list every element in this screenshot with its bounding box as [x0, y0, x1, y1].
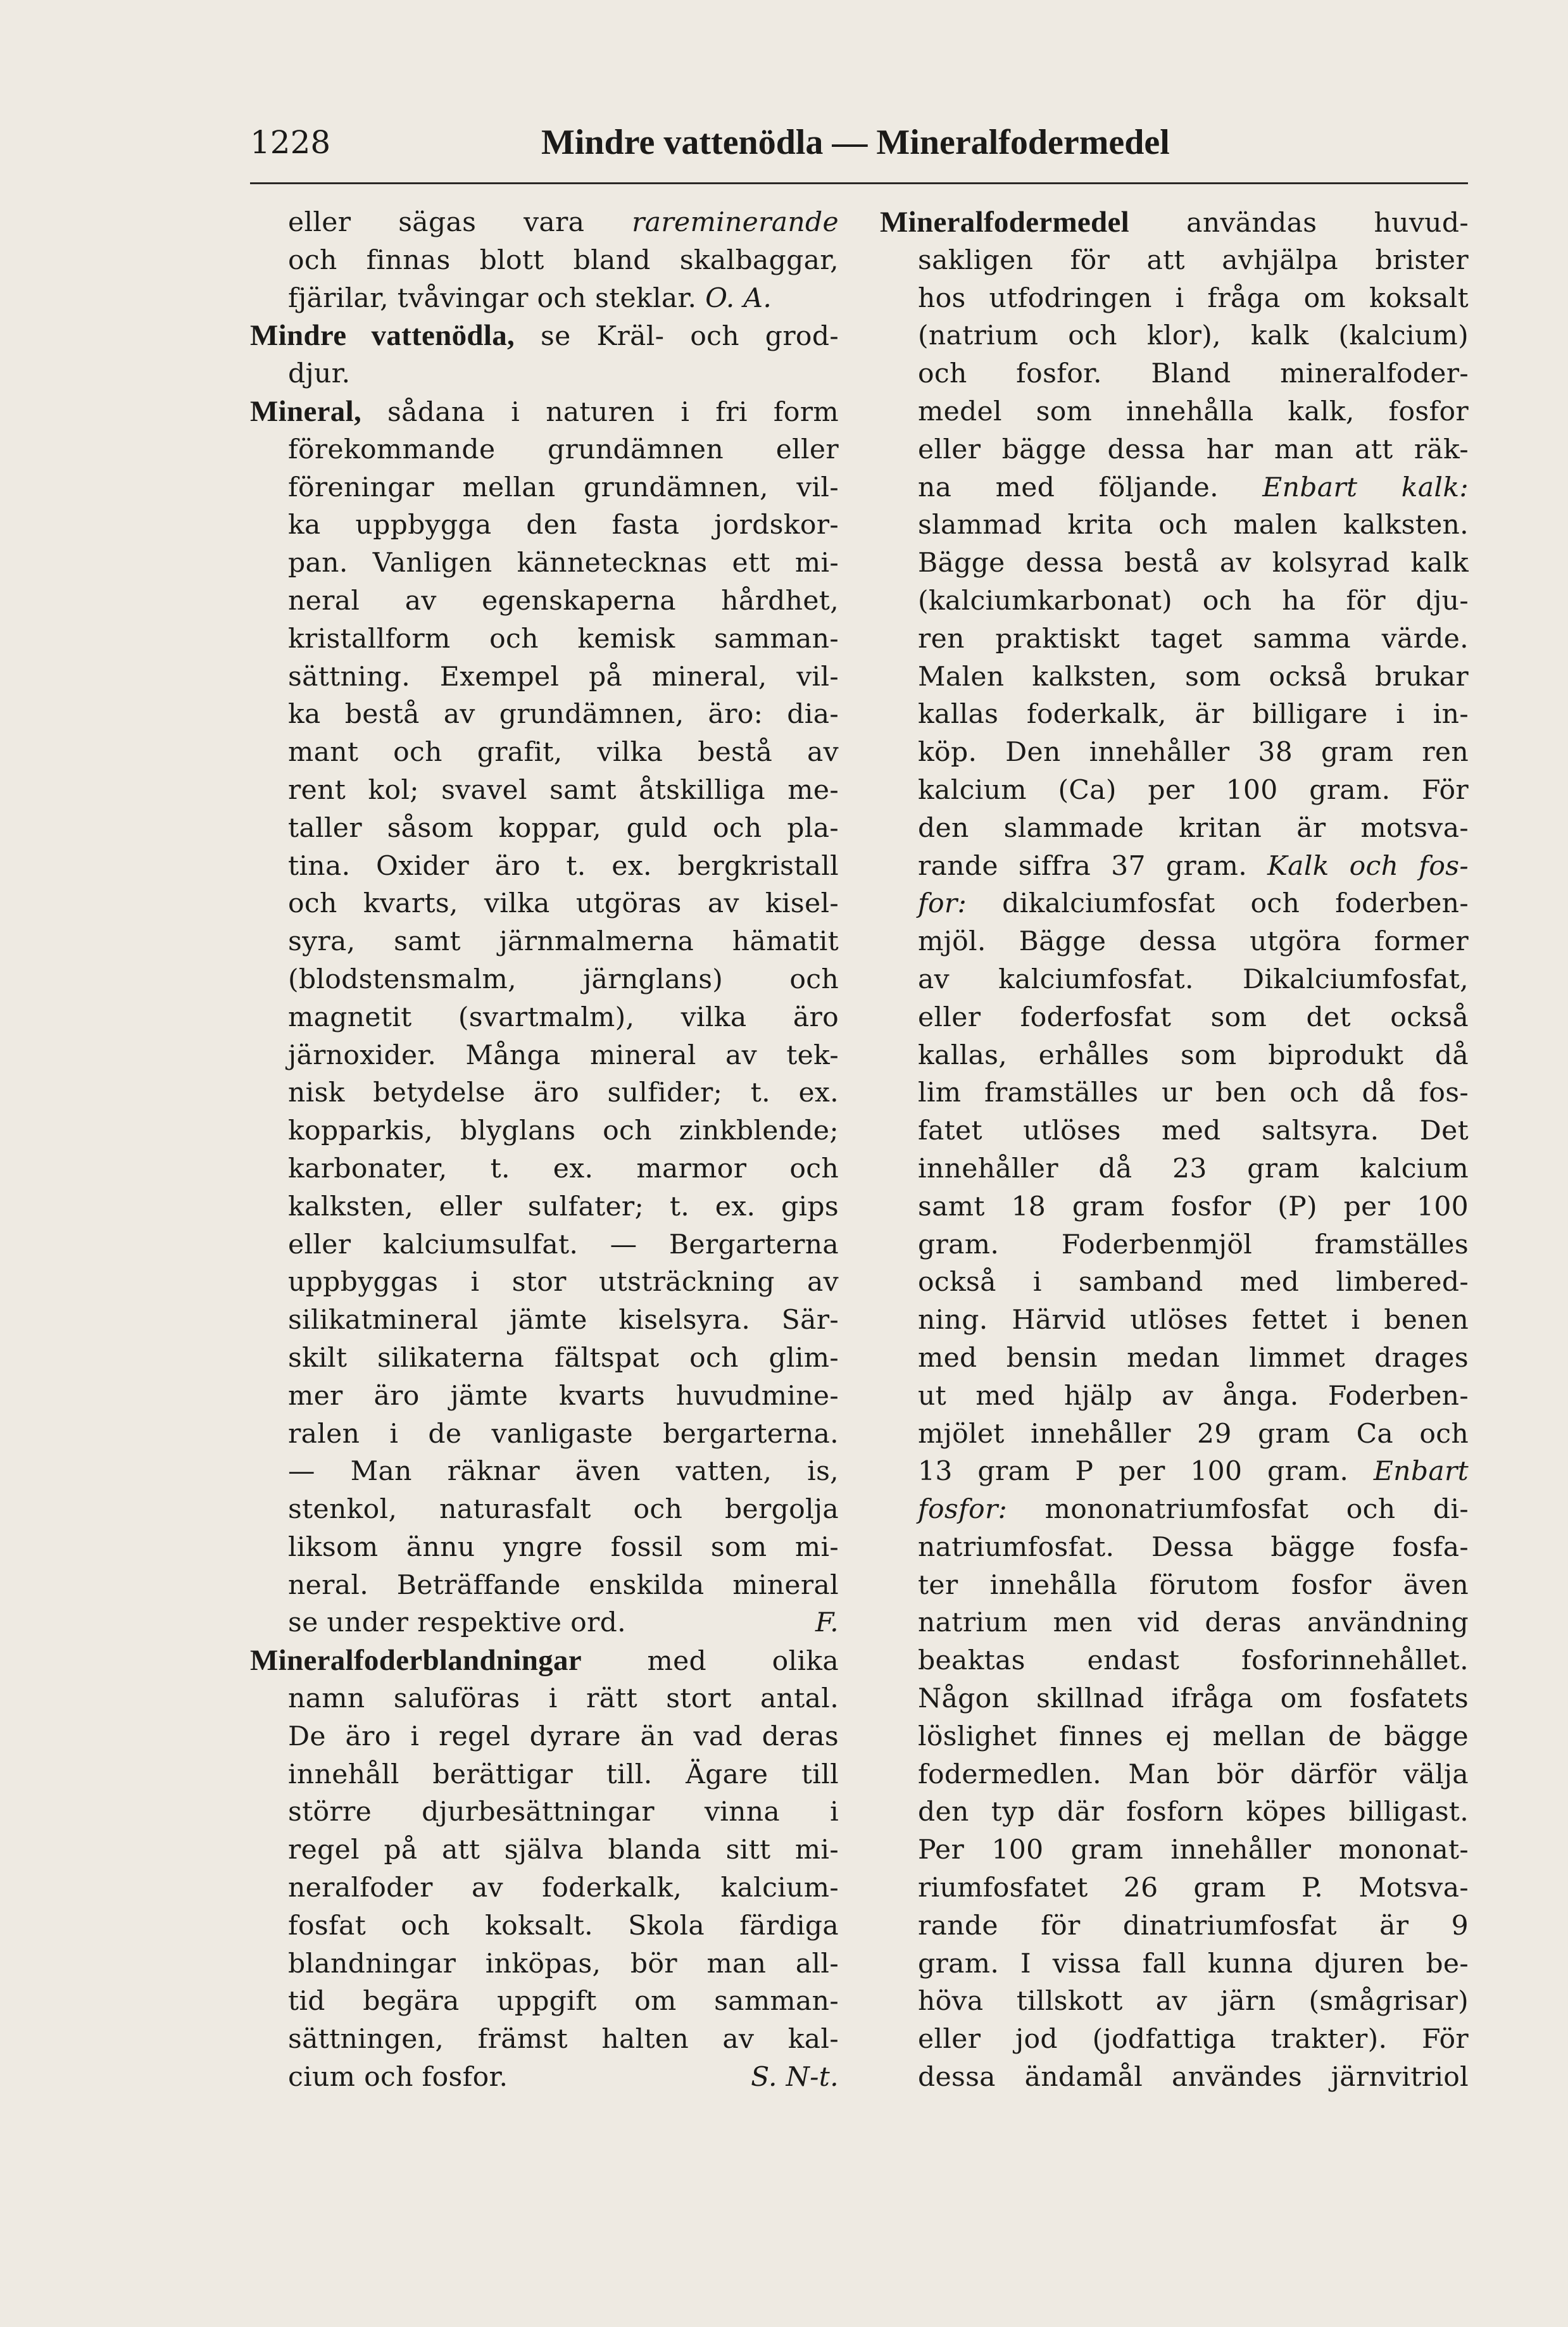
- line-text: beaktas endast fosforinnehållet.: [918, 1645, 1469, 1677]
- text-line: [880, 1339, 1469, 1377]
- text-line: [250, 1112, 839, 1150]
- line-text: (blodstensmalm, järnglans) och: [288, 963, 839, 995]
- line-text: skilt silikaterna fältspat och glim-: [288, 1342, 839, 1374]
- line-text: större djurbesättningar vinna i: [288, 1797, 839, 1828]
- line-text: Malen kalksten, som också brukar: [918, 661, 1469, 693]
- line-text: kopparkis, blyglans och zinkblende;: [288, 1115, 839, 1147]
- italic-text: fosfor:: [918, 1494, 1008, 1526]
- text-line: [250, 1529, 839, 1567]
- text-line: [250, 544, 839, 582]
- text-line: [880, 1869, 1469, 1907]
- text-line: [250, 885, 839, 923]
- line-text: gram. Foderbenmjöl framställes: [918, 1229, 1469, 1260]
- line-text: eller jod (jodfattiga trakter). För: [918, 2024, 1469, 2055]
- line-text: eller foderfosfat som det också: [918, 1001, 1469, 1033]
- text-line: [880, 242, 1469, 280]
- italic-text: Enbart: [1373, 1456, 1469, 1488]
- text-line: [250, 1301, 839, 1339]
- text-line: [880, 696, 1469, 734]
- text-line: [880, 1037, 1469, 1075]
- text-line: [880, 506, 1469, 544]
- running-title: Mindre vattenödla — Mineralfodermedel: [541, 123, 1170, 162]
- text-line: [880, 204, 1469, 242]
- line-text: användas huvud-: [1129, 208, 1469, 239]
- text-line: [880, 1604, 1469, 1642]
- line-text: kalksten, eller sulfater; t. ex. gips: [288, 1191, 839, 1222]
- entry-headword: Mineral,: [250, 394, 361, 428]
- line-text: magnetit (svartmalm), vilka äro: [288, 1001, 839, 1033]
- text-line: [880, 582, 1469, 620]
- line-text: eller sägas vara: [288, 207, 632, 238]
- line-text: na med följande.: [918, 472, 1263, 503]
- text-line: [250, 772, 839, 810]
- text-line: [880, 2059, 1469, 2097]
- line-text: sättningen, främst halten av kal-: [288, 2024, 839, 2055]
- text-line: [250, 1718, 839, 1756]
- line-text: stenkol, naturasfalt och bergolja: [288, 1494, 839, 1526]
- text-line: [250, 696, 839, 734]
- line-text: rent kol; svavel samt åtskilliga me-: [288, 774, 839, 806]
- text-line: [250, 431, 839, 469]
- text-line: [880, 544, 1469, 582]
- text-line: [880, 1264, 1469, 1301]
- italic-text: Kalk och fos-: [1267, 850, 1469, 882]
- line-text: den slammade kritan är motsva-: [918, 812, 1469, 844]
- text-line: [250, 506, 839, 544]
- text-line: [880, 280, 1469, 318]
- text-line: [880, 1680, 1469, 1718]
- author-signature: S. N-t.: [751, 2062, 839, 2093]
- text-line: [250, 1680, 839, 1718]
- header-rule: [250, 182, 1468, 184]
- text-line: [250, 923, 839, 961]
- line-text: eller kalciumsulfat. — Bergarterna: [288, 1229, 839, 1260]
- text-line: [880, 848, 1469, 886]
- text-line: [250, 1188, 839, 1226]
- text-line: [880, 431, 1469, 469]
- line-text: Någon skillnad ifråga om fosfatets: [918, 1683, 1469, 1715]
- line-text: av kalciumfosfat. Dikalciumfosfat,: [918, 963, 1469, 995]
- text-line: [250, 1756, 839, 1794]
- line-text: cium och fosfor.: [288, 2062, 508, 2093]
- line-text: höva tillskott av järn (smågrisar): [918, 1986, 1469, 2017]
- line-text: (natrium och klor), kalk (kalcium): [918, 320, 1469, 352]
- author-signature: F.: [815, 1607, 839, 1639]
- line-text: innehåller då 23 gram kalcium: [918, 1153, 1469, 1184]
- text-line: [250, 999, 839, 1037]
- text-line: [250, 582, 839, 620]
- line-text: — Man räknar även vatten, is,: [288, 1456, 839, 1488]
- line-text: De äro i regel dyrare än vad deras: [288, 1721, 839, 1752]
- line-text: fjärilar, tvåvingar och steklar.: [288, 282, 706, 314]
- line-text: mjöl. Bägge dessa utgöra former: [918, 926, 1469, 958]
- text-line: [250, 1226, 839, 1264]
- text-line: [880, 1793, 1469, 1831]
- line-text: karbonater, t. ex. marmor och: [288, 1153, 839, 1184]
- italic-text: for:: [918, 888, 967, 920]
- text-line: [250, 204, 839, 242]
- line-text: förekommande grundämnen eller: [288, 434, 839, 465]
- text-line: [880, 999, 1469, 1037]
- line-text: dikalciumfosfat och foderben-: [967, 888, 1469, 920]
- text-line: [880, 2021, 1469, 2059]
- line-text: syra, samt järnmalmerna hämatit: [288, 926, 839, 958]
- line-text: ter innehålla förutom fosfor även: [918, 1569, 1469, 1601]
- text-line: [250, 1831, 839, 1869]
- text-line: [880, 1831, 1469, 1869]
- text-line: [880, 1945, 1469, 1983]
- text-line: [250, 1150, 839, 1188]
- text-line: [250, 280, 839, 318]
- line-text: köp. Den innehåller 38 gram ren: [918, 737, 1469, 768]
- line-text: dessa ändamål användes järnvitriol: [918, 2062, 1469, 2093]
- line-text: se under respektive ord.: [288, 1607, 626, 1639]
- text-line: [250, 658, 839, 696]
- line-text: löslighet finnes ej mellan de bägge: [918, 1721, 1469, 1752]
- line-text: rande för dinatriumfosfat är 9: [918, 1910, 1469, 1941]
- text-line: [880, 1529, 1469, 1567]
- text-line: [880, 355, 1469, 393]
- text-line: [880, 1983, 1469, 2021]
- line-text: den typ där fosforn köpes billigast.: [918, 1797, 1469, 1828]
- line-text: se Kräl- och grod-: [515, 321, 839, 353]
- line-text: uppbyggas i stor utsträckning av: [288, 1267, 839, 1298]
- line-text: fatet utlöses med saltsyra. Det: [918, 1115, 1469, 1147]
- line-text: Per 100 gram innehåller mononat-: [918, 1835, 1469, 1866]
- line-text: lim framställes ur ben och då fos-: [918, 1077, 1469, 1109]
- line-text: kallas, erhålles som biprodukt då: [918, 1039, 1469, 1071]
- line-text: regel på att själva blanda sitt mi-: [288, 1835, 839, 1866]
- text-line: [880, 469, 1469, 507]
- text-line: [880, 923, 1469, 961]
- text-line: [250, 1264, 839, 1301]
- text-line: [880, 810, 1469, 848]
- line-text: (kalciumkarbonat) och ha för dju-: [918, 585, 1469, 617]
- line-text: hos utfodringen i fråga om koksalt: [918, 282, 1469, 314]
- line-text: och kvarts, vilka utgöras av kisel-: [288, 888, 839, 920]
- line-text: tina. Oxider äro t. ex. bergkristall: [288, 850, 839, 882]
- text-line: [250, 1945, 839, 1983]
- line-text: med olika: [581, 1646, 839, 1678]
- text-line: [880, 1301, 1469, 1339]
- line-text: ning. Härvid utlöses fettet i benen: [918, 1305, 1469, 1336]
- line-text: pan. Vanligen kännetecknas ett mi-: [288, 548, 839, 579]
- text-line: [250, 1793, 839, 1831]
- text-line: [250, 1037, 839, 1075]
- line-text: också i samband med limbered-: [918, 1267, 1469, 1298]
- text-line: [250, 1377, 839, 1415]
- text-line: [880, 1453, 1469, 1491]
- text-line: [880, 1491, 1469, 1529]
- text-line: [250, 1415, 839, 1453]
- line-text: fodermedlen. Man bör därför välja: [918, 1759, 1469, 1790]
- text-line: [880, 1188, 1469, 1226]
- text-line: [880, 772, 1469, 810]
- text-line: [880, 1415, 1469, 1453]
- italic-text: minerande: [690, 207, 839, 238]
- line-text: djur.: [288, 358, 351, 390]
- text-line: [250, 848, 839, 886]
- entry-headword: Mineralfoderblandningar: [250, 1644, 582, 1678]
- line-text: innehåll berättigar till. Ägare till: [288, 1759, 839, 1790]
- text-line: [880, 620, 1469, 658]
- text-line: [250, 317, 839, 355]
- line-text: namn saluföras i rätt stort antal.: [288, 1683, 839, 1715]
- text-line: [250, 1642, 839, 1680]
- line-text: neral. Beträffande enskilda mineral: [288, 1569, 839, 1601]
- text-line: [880, 658, 1469, 696]
- line-text: sättning. Exempel på mineral, vil-: [288, 661, 839, 693]
- entry-headword: Mindre vattenödla,: [250, 319, 515, 353]
- text-line: [250, 355, 839, 393]
- line-text: riumfosfatet 26 gram P. Motsva-: [918, 1872, 1469, 1904]
- line-text: ka uppbygga den fasta jordskor-: [288, 510, 839, 541]
- italic-text: rare: [632, 207, 691, 238]
- line-text: mjölet innehåller 29 gram Ca och: [918, 1418, 1469, 1450]
- italic-text: Enbart kalk:: [1262, 472, 1469, 503]
- text-line: [250, 810, 839, 848]
- text-line: [250, 1074, 839, 1112]
- page-header: [250, 120, 1465, 165]
- text-line: [250, 1453, 839, 1491]
- line-text: föreningar mellan grundämnen, vil-: [288, 472, 839, 503]
- left-column: [250, 204, 839, 2097]
- line-text: Bägge dessa bestå av kolsyrad kalk: [918, 548, 1469, 579]
- line-text: natriumfosfat. Dessa bägge fosfa-: [918, 1531, 1469, 1563]
- line-text: ka bestå av grundämnen, äro: dia-: [288, 699, 839, 731]
- text-line: [880, 393, 1469, 431]
- text-line: [250, 1604, 839, 1642]
- text-line: [880, 734, 1469, 772]
- line-text: rande siffra 37 gram.: [918, 850, 1268, 882]
- entry-headword: Mineralfodermedel: [880, 206, 1130, 239]
- line-text: blandningar inköpas, bör man all-: [288, 1948, 839, 1979]
- text-line: [880, 1642, 1469, 1680]
- line-text: tid begära uppgift om samman-: [288, 1986, 839, 2017]
- line-text: mer äro jämte kvarts huvudmine-: [288, 1380, 839, 1412]
- text-line: [880, 1226, 1469, 1264]
- text-line: [250, 1491, 839, 1529]
- line-text: eller bägge dessa har man att räk-: [918, 434, 1469, 465]
- text-line: [880, 1377, 1469, 1415]
- line-text: silikatmineral jämte kiselsyra. Sär-: [288, 1305, 839, 1336]
- line-text: och finnas blott bland skalbaggar,: [288, 244, 839, 276]
- text-line: [880, 1112, 1469, 1150]
- text-line: [250, 961, 839, 999]
- text-line: [250, 1567, 839, 1605]
- line-text: mononatriumfosfat och di-: [1007, 1494, 1469, 1526]
- line-text: ut med hjälp av ånga. Foderben-: [918, 1380, 1469, 1412]
- page-number: 1228: [250, 124, 331, 161]
- line-text: kristallform och kemisk samman-: [288, 623, 839, 655]
- line-text: och fosfor. Bland mineralfoder-: [918, 358, 1469, 390]
- text-line: [880, 1718, 1469, 1756]
- text-line: [250, 393, 839, 431]
- italic-text: O. A.: [705, 282, 772, 314]
- text-line: [880, 1150, 1469, 1188]
- line-text: samt 18 gram fosfor (P) per 100: [918, 1191, 1469, 1222]
- text-line: [250, 242, 839, 280]
- text-line: [250, 1339, 839, 1377]
- right-column: [880, 204, 1469, 2097]
- line-text: slammad krita och malen kalksten.: [918, 510, 1469, 541]
- line-text: kalcium (Ca) per 100 gram. För: [918, 774, 1469, 806]
- line-text: sådana i naturen i fri form: [361, 396, 839, 428]
- text-line: [880, 885, 1469, 923]
- text-line: [880, 317, 1469, 355]
- text-line: [880, 1756, 1469, 1794]
- text-line: [250, 1907, 839, 1945]
- line-text: ren praktiskt taget samma värde.: [918, 623, 1469, 655]
- line-text: mant och grafit, vilka bestå av: [288, 737, 839, 768]
- text-line: [880, 1907, 1469, 1945]
- text-line: [250, 620, 839, 658]
- text-line: [250, 469, 839, 507]
- line-text: 13 gram P per 100 gram.: [918, 1456, 1374, 1488]
- text-line: [250, 1869, 839, 1907]
- text-line: [250, 2021, 839, 2059]
- text-line: [880, 1567, 1469, 1605]
- text-line: [880, 1074, 1469, 1112]
- line-text: ralen i de vanligaste bergarterna.: [288, 1418, 839, 1450]
- line-text: taller såsom koppar, guld och pla-: [288, 812, 839, 844]
- line-text: natrium men vid deras användning: [918, 1607, 1469, 1639]
- line-text: liksom ännu yngre fossil som mi-: [288, 1531, 839, 1563]
- line-text: nisk betydelse äro sulfider; t. ex.: [288, 1077, 839, 1109]
- line-text: sakligen för att avhjälpa brister: [918, 244, 1469, 276]
- line-text: gram. I vissa fall kunna djuren be-: [918, 1948, 1469, 1979]
- line-text: järnoxider. Många mineral av tek-: [288, 1039, 839, 1071]
- text-line: [250, 1983, 839, 2021]
- line-text: med bensin medan limmet drages: [918, 1342, 1469, 1374]
- line-text: neral av egenskaperna hårdhet,: [288, 585, 839, 617]
- text-line: [250, 2059, 839, 2097]
- line-text: medel som innehålla kalk, fosfor: [918, 396, 1469, 427]
- line-text: neralfoder av foderkalk, kalcium-: [288, 1872, 839, 1904]
- text-line: [250, 734, 839, 772]
- text-line: [880, 961, 1469, 999]
- line-text: kallas foderkalk, är billigare i in-: [918, 699, 1469, 731]
- line-text: fosfat och koksalt. Skola färdiga: [288, 1910, 839, 1941]
